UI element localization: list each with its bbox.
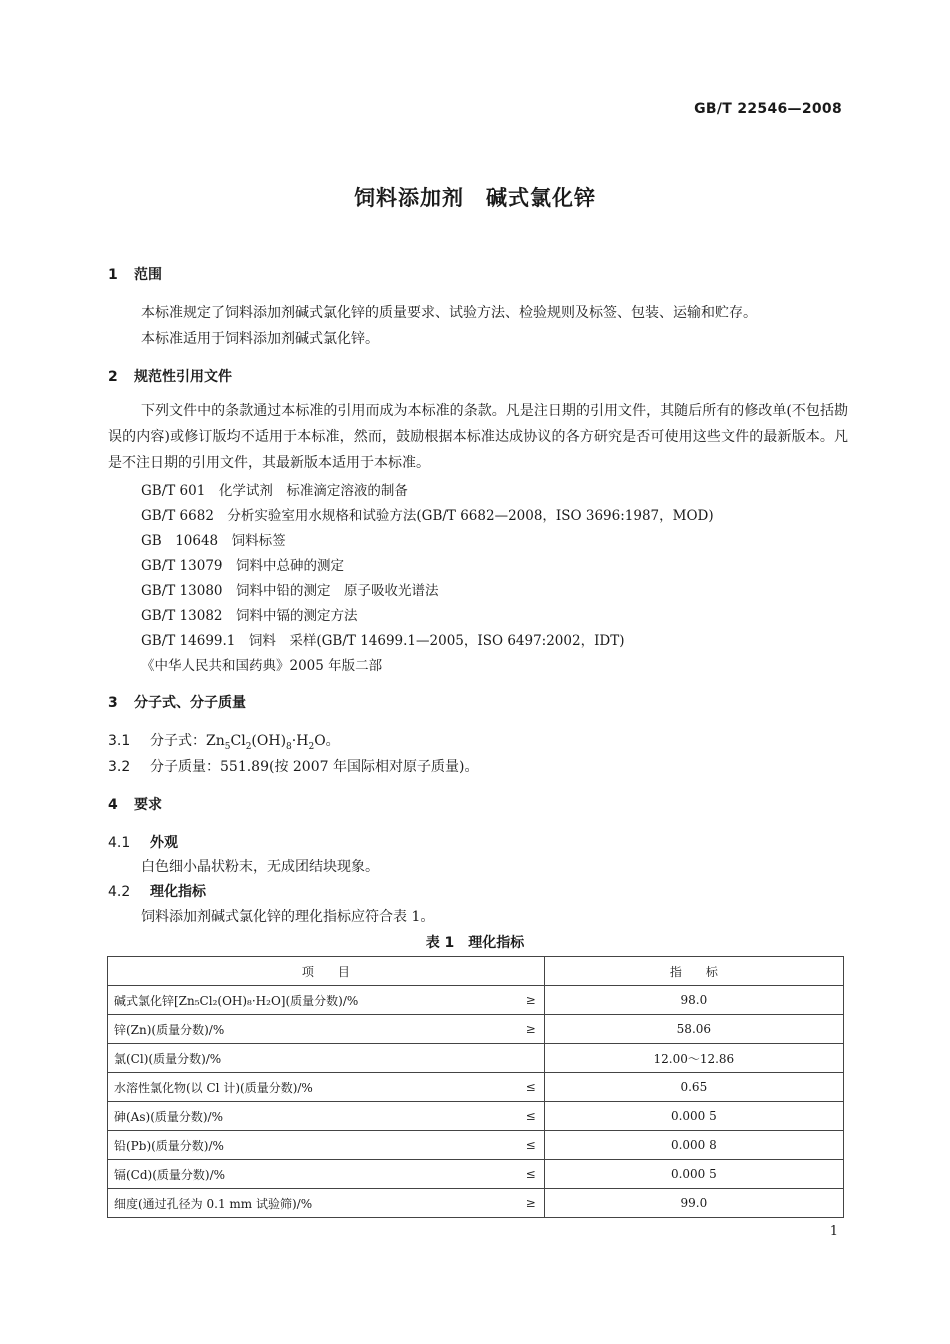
row-operator: ≤ [516, 1102, 544, 1131]
row-operator: ≥ [516, 1015, 544, 1044]
reference-item: GB/T 13080 饲料中铅的测定 原子吸收光谱法 [141, 583, 439, 599]
reference-item: GB/T 601 化学试剂 标准滴定溶液的制备 [141, 483, 408, 499]
table-row [108, 986, 844, 1015]
row-item: 镉(Cd)(质量分数)/% [108, 1160, 516, 1189]
subsection-number: 4.1 [108, 835, 131, 851]
row-operator: ≥ [516, 1189, 544, 1218]
appearance-text: 白色细小晶状粉末，无成团结块现象。 [141, 859, 379, 875]
row-value: 0.000 5 [544, 1102, 843, 1131]
column-header-value: 指 标 [544, 957, 843, 986]
row-item: 砷(As)(质量分数)/% [108, 1102, 516, 1131]
row-item: 细度(通过孔径为 0.1 mm 试验筛)/% [108, 1189, 516, 1218]
subsection-4-2 [108, 881, 206, 901]
section-title: 分子式、分子质量 [134, 695, 246, 711]
table-row [108, 1131, 844, 1160]
molecular-mass: 分子质量：551.89(按 2007 年国际相对原子质量)。 [150, 759, 479, 775]
row-value: 0.000 8 [544, 1131, 843, 1160]
row-value: 0.000 5 [544, 1160, 843, 1189]
subsection-title: 外观 [150, 835, 178, 851]
row-operator: ≤ [516, 1160, 544, 1189]
table-row [108, 1189, 844, 1218]
reference-item: GB/T 13079 饲料中总砷的测定 [141, 558, 344, 574]
section-title: 规范性引用文件 [134, 369, 232, 385]
row-operator: ≥ [516, 986, 544, 1015]
molecular-formula: 分子式：$Zn_5Cl_2(OH)_8\cdot H_2O$。 [150, 733, 340, 752]
subsection-3-1 [108, 730, 340, 752]
row-operator [516, 1044, 544, 1073]
section-4-heading [108, 794, 162, 814]
subsection-number: 3.2 [108, 759, 131, 775]
section-number: 1 [108, 267, 118, 283]
row-item: 氯(Cl)(质量分数)/% [108, 1044, 516, 1073]
row-value: 99.0 [544, 1189, 843, 1218]
table-row [108, 1073, 844, 1102]
table-header-row [108, 957, 844, 986]
row-value: 98.0 [544, 986, 843, 1015]
table-row [108, 1044, 844, 1073]
section-number: 2 [108, 369, 118, 385]
column-header-item: 项 目 [108, 957, 545, 986]
standard-number: GB/T 22546—2008 [694, 101, 842, 117]
section-1-heading [108, 264, 162, 284]
normative-references-paragraph: 下列文件中的条款通过本标准的引用而成为本标准的条款。凡是注日期的引用文件，其随后所有的修改单(不包括勘误的内容)或修订版均不适用于本标准，然而，鼓励根据本标准达成协议的各方研究是否可使用这些文件的最新版本。凡是不注日期的引用文件，其最新版本适用于本标准。 [108, 403, 848, 471]
row-item: 锌(Zn)(质量分数)/% [108, 1015, 516, 1044]
section-number: 4 [108, 797, 118, 813]
reference-item: 《中华人民共和国药典》2005 年版二部 [141, 658, 383, 674]
section-number: 3 [108, 695, 118, 711]
document-title: 饲料添加剂 碱式氯化锌 [354, 186, 596, 210]
subsection-title: 理化指标 [150, 884, 206, 900]
row-operator: ≤ [516, 1073, 544, 1102]
subsection-4-1 [108, 832, 178, 852]
section-2-heading [108, 366, 232, 386]
table-caption: 表 1 理化指标 [425, 935, 525, 951]
scope-paragraph-1: 本标准规定了饲料添加剂碱式氯化锌的质量要求、试验方法、检验规则及标签、包装、运输和贮存。 [141, 305, 757, 321]
page-number: 1 [829, 1224, 838, 1239]
table-row [108, 1015, 844, 1044]
row-value: 12.00～12.86 [544, 1044, 843, 1073]
scope-paragraph-2: 本标准适用于饲料添加剂碱式氯化锌。 [141, 331, 379, 347]
row-operator: ≤ [516, 1131, 544, 1160]
row-value: 58.06 [544, 1015, 843, 1044]
subsection-number: 3.1 [108, 733, 131, 749]
row-item: 碱式氯化锌[Zn₅Cl₂(OH)₈·H₂O](质量分数)/% [108, 986, 516, 1015]
section-3-heading [108, 692, 246, 712]
section-title: 范围 [134, 267, 162, 283]
reference-item: GB 10648 饲料标签 [141, 533, 286, 549]
reference-item: GB/T 14699.1 饲料 采样(GB/T 14699.1—2005，ISO 6497:2002，IDT) [141, 633, 625, 649]
reference-item: GB/T 6682 分析实验室用水规格和试验方法(GB/T 6682—2008，ISO 3696:1987，MOD) [141, 508, 714, 524]
row-value: 0.65 [544, 1073, 843, 1102]
section-title: 要求 [134, 797, 162, 813]
row-item: 铅(Pb)(质量分数)/% [108, 1131, 516, 1160]
physicochemical-indicators-table [107, 956, 844, 1218]
subsection-3-2 [108, 756, 478, 776]
indicators-text: 饲料添加剂碱式氯化锌的理化指标应符合表 1。 [141, 909, 435, 925]
reference-item: GB/T 13082 饲料中镉的测定方法 [141, 608, 358, 624]
table-row [108, 1160, 844, 1189]
row-item: 水溶性氯化物(以 Cl 计)(质量分数)/% [108, 1073, 516, 1102]
subsection-number: 4.2 [108, 884, 131, 900]
table-row [108, 1102, 844, 1131]
